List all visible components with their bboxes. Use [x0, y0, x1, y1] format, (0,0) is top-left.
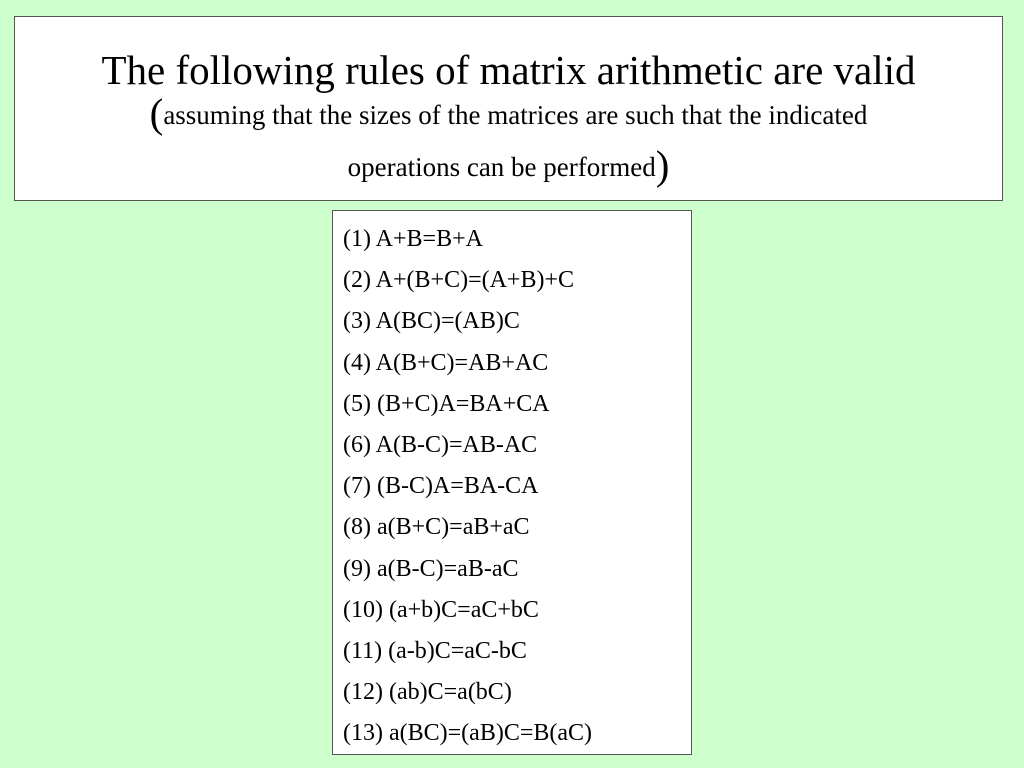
- close-parenthesis: ): [655, 142, 670, 188]
- open-parenthesis: (: [149, 90, 164, 136]
- rule-item: (12) (ab)C=a(bC): [343, 679, 512, 706]
- rule-item: (7) (B-C)A=BA-CA: [343, 473, 539, 500]
- rule-item: (2) A+(B+C)=(A+B)+C: [343, 267, 574, 294]
- rule-item: (8) a(B+C)=aB+aC: [343, 514, 530, 541]
- rules-box: [332, 210, 692, 755]
- slide-subtitle-line-2: [15, 142, 1002, 188]
- rule-item: (13) a(BC)=(aB)C=B(aC): [343, 720, 593, 747]
- slide-subtitle-line-1: [15, 91, 1002, 137]
- rule-item: (6) A(B-C)=AB-AC: [343, 431, 538, 458]
- rule-item: (3) A(BC)=(AB)C: [343, 308, 520, 335]
- subtitle-text-1: assuming that the sizes of the matrices are such that the indicated: [163, 100, 868, 130]
- slide-title: The following rules of matrix arithmetic are valid: [101, 47, 916, 93]
- rule-item: (1) A+B=B+A: [343, 226, 483, 252]
- rule-item: (10) (a+b)C=aC+bC: [343, 596, 539, 623]
- rule-item: (4) A(B+C)=AB+AC: [343, 349, 549, 376]
- rule-item: (5) (B+C)A=BA+CA: [343, 390, 550, 417]
- rule-item: (9) a(B-C)=aB-aC: [343, 555, 519, 582]
- rule-list: [343, 219, 691, 754]
- subtitle-text-2: operations can be performed: [347, 152, 656, 182]
- rule-item: (11) (a-b)C=aC-bC: [343, 637, 527, 664]
- title-box: [14, 16, 1003, 201]
